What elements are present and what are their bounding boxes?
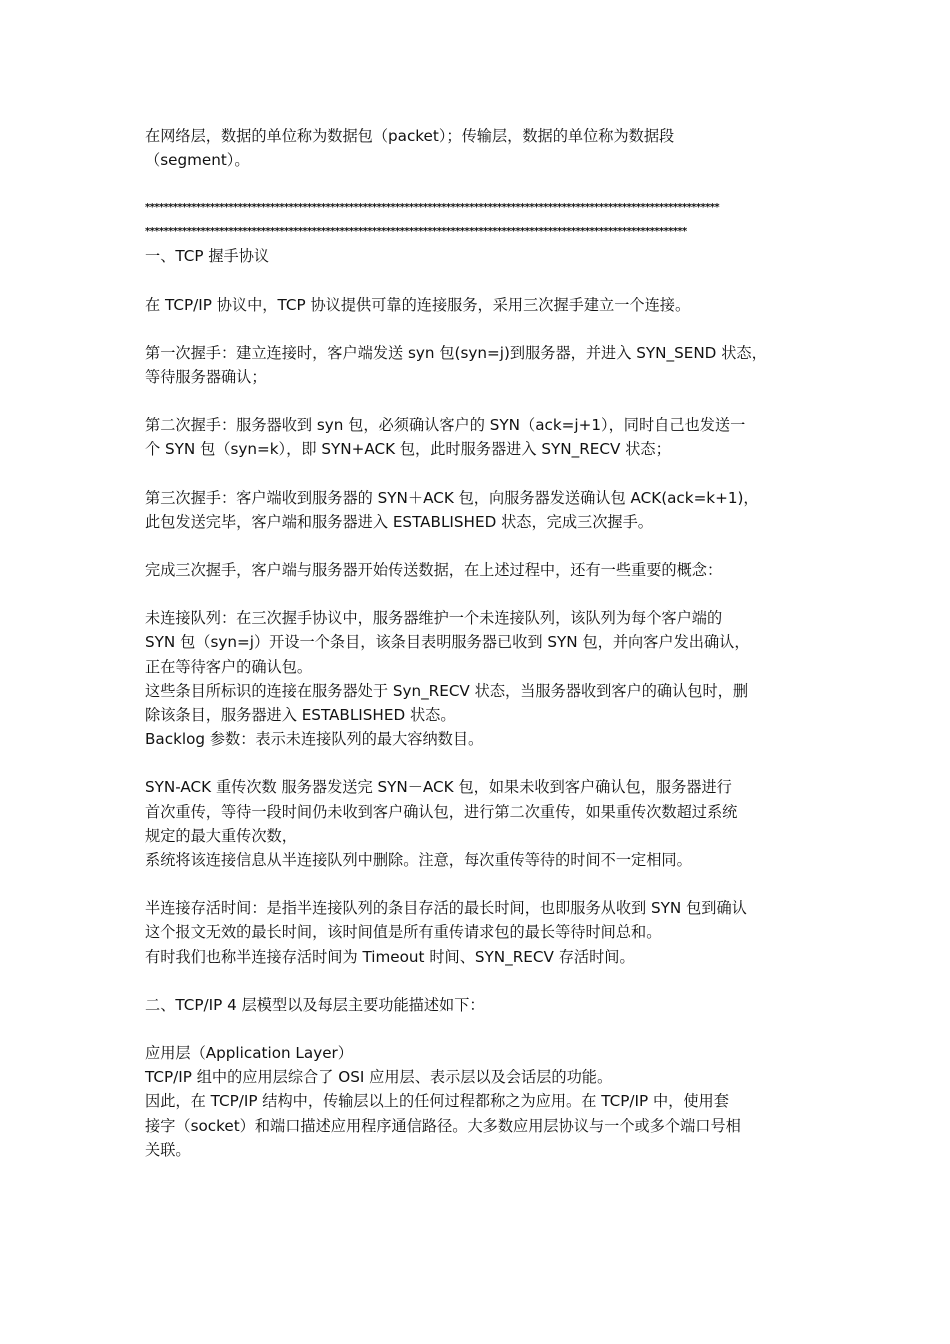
- text-line: Backlog 参数：表示未连接队列的最大容纳数目。: [145, 730, 484, 749]
- paragraph-gap: [145, 582, 810, 606]
- text-line: 关联。: [145, 1140, 191, 1159]
- text-line: 规定的最大重传次数，: [145, 826, 297, 845]
- paragraph-gap: [145, 317, 810, 341]
- paragraph-gap: [145, 872, 810, 896]
- paragraph-gap: [145, 389, 810, 413]
- paragraph-gap: [145, 462, 810, 486]
- text-line: SYN 包（syn=j）开设一个条目，该条目表明服务器已收到 SYN 包，并向客户发出确认，: [145, 633, 750, 652]
- paragraph-gap: [145, 751, 810, 775]
- text-line: 此包发送完毕，客户端和服务器进入 ESTABLISHED 状态，完成三次握手。: [145, 512, 653, 531]
- text-line: 等待服务器确认；: [145, 368, 267, 387]
- paragraph-gap: [145, 534, 810, 558]
- text-line: 接字（socket）和端口描述应用程序通信路径。大多数应用层协议与一个或多个端口号相: [145, 1116, 741, 1135]
- paragraph-first-handshake: [145, 341, 810, 389]
- separator-line: ****************************************************************************************************************************: [145, 202, 720, 214]
- paragraph-concepts: [145, 558, 810, 582]
- text-line: 在网络层，数据的单位称为数据包（packet）；传输层，数据的单位称为数据段: [145, 127, 675, 145]
- text-line: （segment）。: [145, 151, 250, 170]
- paragraph-second-handshake: [145, 413, 810, 461]
- section-heading-tcp-handshake: [145, 244, 810, 268]
- text-line: 这个报文无效的最长时间，该时间值是所有重传请求包的最长等待时间总和。: [145, 923, 662, 942]
- heading-text: 一、TCP 握手协议: [145, 247, 270, 266]
- text-line: 应用层（Application Layer）: [145, 1044, 353, 1063]
- paragraph-half-connection-lifetime: [145, 896, 810, 969]
- text-line: 正在等待客户的确认包。: [145, 657, 313, 676]
- text-line: 除该条目，服务器进入 ESTABLISHED 状态。: [145, 706, 456, 725]
- text-line: 完成三次握手，客户端与服务器开始传送数据，在上述过程中，还有一些重要的概念：: [145, 561, 723, 580]
- text-line: 这些条目所标识的连接在服务器处于 Syn_RECV 状态，当服务器收到客户的确认包时，删: [145, 681, 749, 700]
- heading-text: 二、TCP/IP 4 层模型以及每层主要功能描述如下：: [145, 995, 485, 1014]
- paragraph-unconnected-queue: [145, 606, 810, 751]
- paragraph-gap: [145, 172, 810, 196]
- paragraph-gap: [145, 969, 810, 993]
- section-heading-tcpip-model: [145, 993, 810, 1017]
- text-line: 未连接队列：在三次握手协议中，服务器维护一个未连接队列，该队列为每个客户端的: [145, 609, 723, 628]
- paragraph-packet-segment: [145, 124, 810, 172]
- text-line: 因此，在 TCP/IP 结构中，传输层以上的任何过程都称之为应用。在 TCP/IP 中，使用套: [145, 1092, 729, 1111]
- separator-line: *********************************************************************************************************************: [145, 226, 687, 238]
- paragraph-gap: [145, 269, 810, 293]
- text-line: SYN-ACK 重传次数 服务器发送完 SYN－ACK 包，如果未收到客户确认包，服务器进行: [145, 778, 732, 797]
- text-line: 系统将该连接信息从半连接队列中删除。注意，每次重传等待的时间不一定相同。: [145, 851, 692, 870]
- paragraph-intro: [145, 293, 810, 317]
- text-line: 首次重传，等待一段时间仍未收到客户确认包，进行第二次重传，如果重传次数超过系统: [145, 802, 738, 821]
- text-line: 第三次握手：客户端收到服务器的 SYN＋ACK 包，向服务器发送确认包 ACK(ack=k+1)，: [145, 488, 759, 507]
- asterisk-separator: [145, 196, 810, 244]
- text-line: 在 TCP/IP 协议中，TCP 协议提供可靠的连接服务，采用三次握手建立一个连接。: [145, 295, 691, 314]
- text-line: 第一次握手：建立连接时，客户端发送 syn 包(syn=j)到服务器，并进入 SYN_SEND 状态，: [145, 343, 767, 362]
- text-line: 有时我们也称半连接存活时间为 Timeout 时间、SYN_RECV 存活时间。: [145, 947, 635, 966]
- paragraph-application-layer: [145, 1041, 810, 1162]
- text-line: TCP/IP 组中的应用层综合了 OSI 应用层、表示层以及会话层的功能。: [145, 1068, 613, 1087]
- text-line: 第二次握手：服务器收到 syn 包，必须确认客户的 SYN（ack=j+1），同时自己也发送一: [145, 416, 746, 435]
- paragraph-third-handshake: [145, 486, 810, 534]
- paragraph-syn-ack-retransmit: [145, 775, 810, 872]
- paragraph-gap: [145, 1017, 810, 1041]
- document-page: [145, 124, 810, 1162]
- text-line: 半连接存活时间：是指半连接队列的条目存活的最长时间，也即服务从收到 SYN 包到确认: [145, 899, 747, 918]
- text-line: 个 SYN 包（syn=k），即 SYN+ACK 包，此时服务器进入 SYN_RECV 状态；: [145, 440, 671, 459]
